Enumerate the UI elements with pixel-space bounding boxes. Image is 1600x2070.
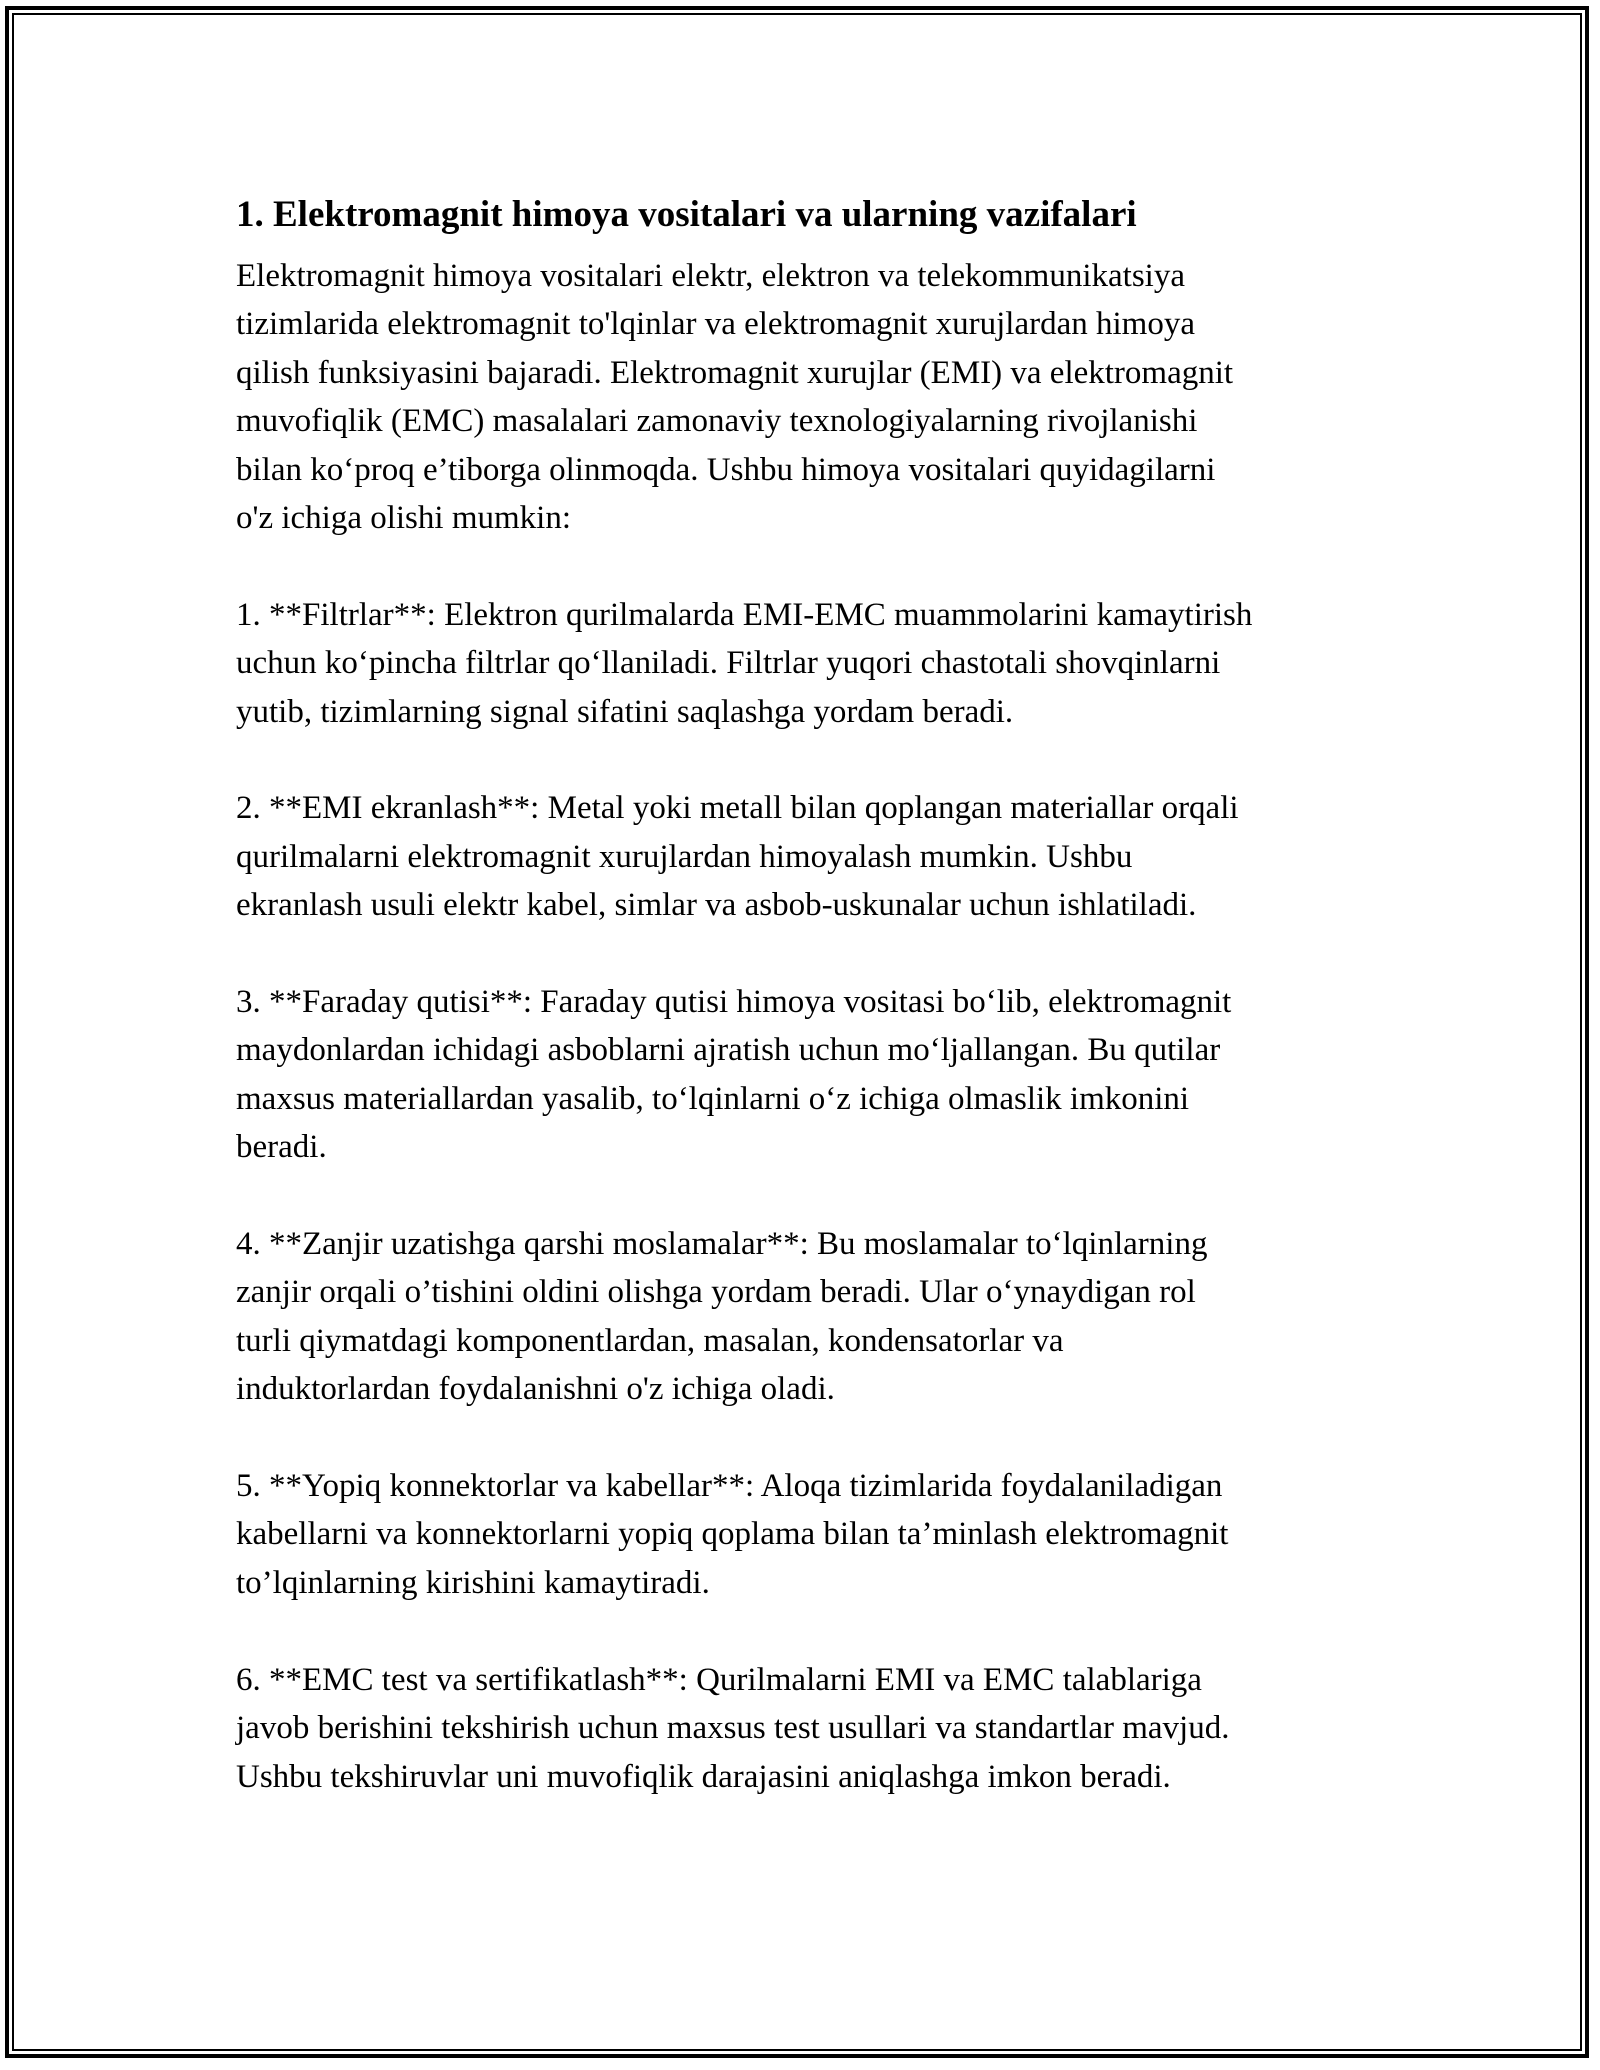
document-body — [236, 186, 1376, 1801]
list-item-emc-test: 6. **EMC test va sertifikatlash**: Qurilmalarni EMI va EMC talablariga javob berishini tekshirish uchun maxsus test usullari va standartlar mavjud. Ushbu tekshiruvlar uni muvofiqlik darajasini aniqlashga imkon beradi. — [236, 1661, 1230, 1795]
list-item-filtrlar: 1. **Filtrlar**: Elektron qurilmalarda EMI-EMC muammolarini kamaytirish uchun ko‘pincha filtrlar qo‘llaniladi. Filtrlar yuqori chastotali shovqinlarni yutib, tizimlarning signal sifatini saqlashga yordam beradi. — [236, 596, 1253, 730]
list-item-faraday-qutisi: 3. **Faraday qutisi**: Faraday qutisi himoya vositasi bo‘lib, elektromagnit maydonlardan ichidagi asboblarni ajratish uchun mo‘ljallangan. Bu qutilar maxsus materiallardan yasalib, to‘lqinlarni o‘z ichiga olmaslik imkonini beradi. — [236, 984, 1232, 1166]
document-title: 1. Elektromagnit himoya vositalari va ularning vazifalari — [236, 194, 1137, 235]
list-item-emi-ekranlash: 2. **EMI ekranlash**: Metal yoki metall bilan qoplangan materiallar orqali qurilmalarni elektromagnit xurujlardan himoyalash mumkin. Ushbu ekranlash usuli elektr kabel, simlar va asbob-uskunalar uchun ishlatiladi. — [236, 790, 1239, 924]
list-item-zanjir-moslamalar: 4. **Zanjir uzatishga qarshi moslamalar**: Bu moslamalar to‘lqinlarning zanjir orqali o’tishini oldini olishga yordam beradi. Ular o‘ynaydigan rol turli qiymatdagi komponentlardan, masalan, kondensatorlar va induktorlardan foydalanishni o'z ichiga oladi. — [236, 1226, 1208, 1408]
list-item-yopiq-konnektorlar: 5. **Yopiq konnektorlar va kabellar**: Aloqa tizimlarida foydalaniladigan kabellarni va konnektorlarni yopiq qoplama bilan ta’minlash elektromagnit to’lqinlarning kirishini kamaytiradi. — [236, 1468, 1229, 1601]
intro-paragraph: Elektromagnit himoya vositalari elektr, elektron va telekommunikatsiya tizimlarida elektromagnit to'lqinlar va elektromagnit xurujlardan himoya qilish funksiyasini bajaradi. Elektromagnit xurujlar (EMI) va elektromagnit muvofiqlik (EMC) masalalari zamonaviy texnologiyalarning rivojlanishi bilan ko‘proq e’tiborga olinmoqda. Ushbu himoya vositalari quyidagilarni o'z ichiga olishi mumkin: — [236, 258, 1234, 537]
